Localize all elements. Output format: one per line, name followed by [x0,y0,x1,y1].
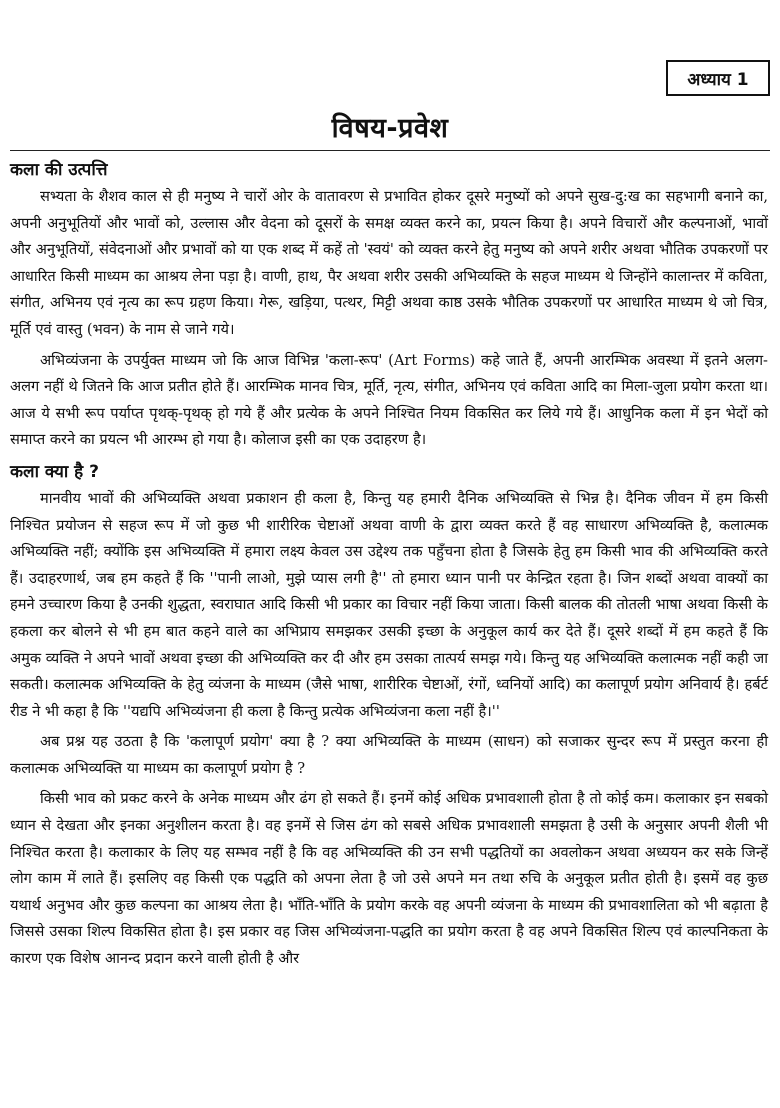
paragraph: अभिव्यंजना के उपर्युक्त माध्यम जो कि आज विभिन्न 'कला-रूप' (Art Forms) कहे जाते हैं, अपनी आरम्भिक अवस्था में इतने अलग-अलग नहीं थे जितने कि आज प्रतीत होते हैं। आरम्भिक मानव चित्र, मूर्ति, नृत्य, संगीत, अभिनय एवं कविता आदि का मिला-जुला प्रयोग करता था। आज ये सभी रूप पर्याप्त पृथक्-पृथक् हो गये हैं और प्रत्येक के अपने निश्चित नियम विकसित कर लिये गये हैं। आधुनिक कला में इन भेदों को समाप्त करने का प्रयत्न भी आरम्भ हो गया है। कोलाज इसी का एक उदाहरण है। [10,351,768,449]
section-heading: कला क्या है ? [10,461,99,482]
chapter-label: अध्याय 1 [666,60,770,96]
paragraph: अब प्रश्न यह उठता है कि 'कलापूर्ण प्रयोग' क्या है ? क्या अभिव्यक्ति के माध्यम (साधन) को सजाकर सुन्दर रूप में प्रस्तुत करना ही कलात्मक अभिव्यक्ति या माध्यम का कलापूर्ण प्रयोग है ? [10,733,768,777]
paragraph: किसी भाव को प्रकट करने के अनेक माध्यम और ढंग हो सकते हैं। इनमें कोई अधिक प्रभावशाली होता है तो कोई कम। कलाकार इन सबको ध्यान से देखता और इनका अनुशीलन करता है। वह इनमें से जिस ढंग को सबसे अधिक प्रभावशाली समझता है उसी के अनुसार अपनी शैली भी निश्चित करता है। कलाकार के लिए यह सम्भव नहीं है कि वह अभिव्यक्ति की उन सभी पद्धतियों का अवलोकन अथवा अध्ययन कर सके जिन्हें लोग काम में लाते हैं। इसलिए वह किसी एक पद्धति को अपना लेता है जो उसे अपने मन तथा रुचि के अनुकूल प्रतीत होती है। इसमें वह कुछ यथार्थ अनुभव और कुछ कल्पना का आश्रय लेता है। भाँति-भाँति के प्रयोग करके वह अपनी व्यंजना के माध्यम की प्रभावशालिता को भी बढ़ाता है जिससे उसका शिल्प विकसित होता है। इस प्रकार वह जिस अभिव्यंजना-पद्धति का प्रयोग करता है वह अपने विकसित शिल्प एवं काल्पनिकता के कारण एक विशेष आनन्द प्रदान करने वाली होती है और [10,790,768,968]
document-body [10,156,768,977]
section-what-is-art [10,458,768,973]
paragraph: मानवीय भावों की अभिव्यक्ति अथवा प्रकाशन ही कला है, किन्तु यह हमारी दैनिक अभिव्यक्ति से भिन्न है। दैनिक जीवन में हम किसी निश्चित प्रयोजन से सहज रूप में जो कुछ भी शारीरिक चेष्टाओं अथवा वाणी के द्वारा व्यक्त करते हैं वह साधारण अभिव्यक्ति है, कलात्मक अभिव्यक्ति नहीं; क्योंकि इस अभिव्यक्ति में हमारा लक्ष्य केवल उस उद्देश्य तक पहुँचना होता है जिसके हेतु हम किसी भाव की अभिव्यक्ति करते हैं। उदाहरणार्थ, जब हम कहते हैं कि ''पानी लाओ, मुझे प्यास लगी है'' तो हमारा ध्यान पानी पर केन्द्रित रहता है। जिन शब्दों अथवा वाक्यों का हमने उच्चारण किया है उनकी शुद्धता, स्वराघात आदि किसी भी प्रकार का विचार नहीं किया जाता। किसी बालक की तोतली भाषा अथवा किसी के हकला कर बोलने से भी हम बात कहने वाले का अभिप्राय समझकर उसकी इच्छा के अनुकूल कार्य कर देते हैं। दूसरे शब्दों में हम कहते हैं कि अमुक व्यक्ति ने अपने भावों अथवा इच्छा की अभिव्यक्ति कर दी और हम उसका तात्पर्य समझ गये। किन्तु यह अभिव्यक्ति कलात्मक नहीं कही जा सकती। कलात्मक अभिव्यक्ति के हेतु व्यंजना के माध्यम (जैसे भाषा, शारीरिक चेष्टाओं, रंगों, ध्वनियों आदि) का कलापूर्ण प्रयोग अनिवार्य है। हर्बर्ट रीड ने भी कहा है कि ''यद्यपि अभिव्यंजना ही कला है किन्तु प्रत्येक अभिव्यंजना कला नहीं है।'' [10,489,768,720]
title-divider [10,150,770,151]
section-origin-of-art [10,156,768,454]
page-title: विषय-प्रवेश [331,113,449,144]
section-heading: कला की उत्पत्ति [10,160,108,180]
paragraph: सभ्यता के शैशव काल से ही मनुष्य ने चारों ओर के वातावरण से प्रभावित होकर दूसरे मनुष्यों को अपने सुख-दु:ख का सहभागी बनाने का, अपनी अनुभूतियों और भावों को, उल्लास और वेदना को दूसरों के समक्ष व्यक्त करने का, प्रयत्न किया है। अपने विचारों और कल्पनाओं, भावों और अनुभूतियों, संवेदनाओं और प्रभावों को या एक शब्द में कहें तो 'स्वयं' को व्यक्त करने हेतु मनुष्य को अपने शरीर अथवा भौतिक उपकरणों पर आधारित किसी माध्यम का आश्रय लेना पड़ा है। वाणी, हाथ, पैर अथवा शरीर उसकी अभिव्यक्ति के सहज माध्यम थे जिन्होंने कालान्तर में कविता, संगीत, अभिनय एवं नृत्य का रूप ग्रहण किया। गेरू, खड़िया, पत्थर, मिट्टी अथवा काष्ठ उसके भौतिक उपकरणों पर आधारित माध्यम थे जो चित्र, मूर्ति एवं वास्तु (भवन) के नाम से जाने गये। [10,188,768,338]
